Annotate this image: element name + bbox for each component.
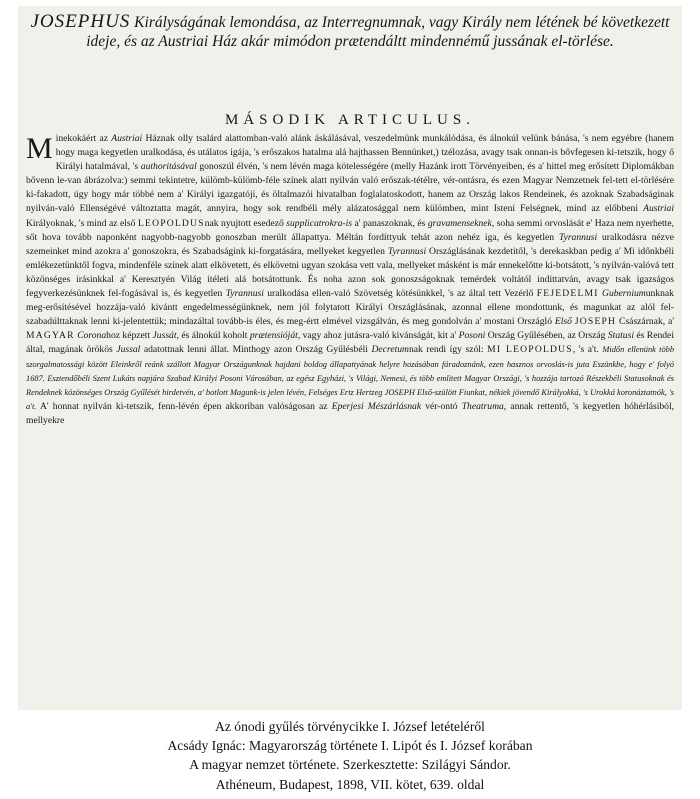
drop-cap: M [26, 132, 53, 165]
text-segment: nak nyujtott esedező [204, 217, 287, 229]
caption-line-3: A magyar nemzet története. Szerkesztette: Szilágyi Sándor. [189, 757, 511, 773]
text-segment: , soha semmi orvoslását e' Haza nem nyerhette, sőt hova tovább naponként nagyobb-nagyobb gonoszban merült állapattya. Méltán fordíttyuk tehát azon nehéz iga, és kegyetlen [26, 217, 674, 243]
text-segment: Háznak olly tsalárd alattomban-való alánk áskálásával, veszedelmünk munkálódása, és álnokúl velünk bánása, 's nem egyébre (hanem hogy maga kegyetlen uralkodása, és utálatos igája, 's erőszakos hatalma alá hajthassen Bennünket,) tzélozása, avagy tsak onnan-is bővfegesen ki-tetszik, hogy ő Királyi hatalmával, 's [55, 133, 674, 173]
text-segment: Theatruma [461, 400, 504, 412]
text-segment: , és álnokúl koholt [176, 330, 250, 342]
text-segment: Austriai [643, 203, 674, 215]
text-segment: uralkodásra nézve szemeinket mind azokra a' gonoszokra, és Szabadságink ki-forgatására, mellyeket kegyetlen [26, 231, 674, 257]
caption-line-1: Az ónodi gyűlés törvénycikke I. József letételéről [215, 719, 485, 734]
text-segment: prætensióját [249, 330, 298, 342]
text-segment: Decretum [371, 344, 409, 356]
text-segment: és Rendei által, magának örökös [26, 330, 674, 356]
text-segment: Statusi [607, 330, 634, 342]
scanned-document [18, 6, 682, 710]
text-segment: FEJEDELMI [536, 288, 599, 300]
text-segment: Gubernium [602, 288, 646, 300]
text-segment: MAGYAR [26, 330, 75, 342]
caption-line-4: Athéneum, Budapest, 1898, VII. kötet, 639. oldal [215, 776, 485, 792]
text-segment: A' honnat nyilván ki-tetszik, fenn-lévén épen akkoriban valóságosan az [36, 400, 332, 412]
text-segment: supplicatrokra-is [286, 217, 352, 229]
text-segment: Jussal [116, 344, 141, 356]
caption [0, 717, 700, 794]
text-segment: hoz képzett [106, 330, 153, 342]
text-segment: LEOPOLDUS [137, 217, 205, 229]
text-segment: Első [554, 316, 572, 328]
text-segment: Eperjesi Mészárlásnak [331, 400, 422, 412]
text-segment: MI LEOPOLDUS [487, 344, 573, 356]
text-segment: Tyrannusi [387, 245, 427, 257]
article-heading: MÁSODIK ARTICULUS. [225, 112, 475, 128]
text-segment: Corona [77, 330, 107, 342]
text-segment: Császárnak, a' [616, 316, 674, 328]
article-body [26, 132, 674, 428]
text-segment: a' panaszoknak, és [351, 217, 428, 229]
caption-line-2: Acsády Ignác: Magyarország története I. Lipót és I. József korában [167, 738, 533, 754]
document-title [18, 12, 682, 51]
text-segment: inekokáért az [55, 133, 112, 144]
text-segment: , 's a't. [572, 344, 603, 356]
text-segment: Midőn ellenünk több szorgalmatossági között Eleinkről reánk szállott Magyar Országunknak hajdani boldog állapattyának helyre hozásában fáradoznánk, ezen hasznos orvoslás-is juta Eszünkbe, hogy e' folyó 1687. Esztendőbéli Szent Lukáts napjára Szabad Királyi Posoni Városában, az egész Egyházi, 's Világi, Nemesi, és több emlitett Magyar Országi, 's hozzája tartozó Részekbéli Statusoknak és Rendeknek közönséges Ország Gyűlését hirdetvén, a' botlott Magunk-is jelen lévén, Felséges Ertz Hertzeg JOSEPH Első-szülött Fiunkat, nékiek jövendő Királyokká, 's Urokká koronáztatnók, 's a't. [26, 345, 675, 411]
text-segment: Országlásának kezdetitől, 's derekaskban pedig a' Mi időnkbéli emlékezetünktől fogva, mindenféle színek alatt elkövetett, és elkövetni ugyan szokása vett vala, mellyeket másként is már ennekelőtte ki-botsátott, 's nyilván-valóvá tett közönséges írásinkkal a' Keresztyén Világ ítéleti alá botsátottunk. És noha azon sok gonoszságoknak temérdek voltától indittatván, avagy tsak igazságos fegyverkezésünknek fel-fogásával is, és kegyetlen [26, 245, 675, 300]
title-rest: Királyságának lemondása, az Interregnumnak, vagy Király nem létének bé következett ideje, és az Austriai Ház akár mimódon prætendáltt mindennémű jussának el-törlése. [86, 14, 670, 50]
text-segment: JOSEPH [574, 316, 617, 328]
text-segment: Posoni [458, 330, 486, 342]
title-name: JOSEPHUS [30, 11, 131, 32]
text-segment: Tyrannusi [225, 288, 264, 300]
text-segment: , vagy ahoz jutásra-való kivánságát, kit a' [297, 330, 459, 342]
text-segment: Ország Gyűlésében, az Ország [485, 330, 608, 342]
text-segment: unknak meg-erősítésével hozzája-való kivántt engedelmességünknek, nem jól folytatott Királyi Országlásának, azonnal ellene mondottunk, és magunkat az alól fel-szabadúlttaknak lenni ki-jelentettük; mindazáltal tovább-is éles, és meg-értt elmével vizsgálván, és meg gondolván a' mostani Országló [26, 288, 674, 328]
text-segment: Tyrannusi [558, 231, 598, 243]
text-segment: authoritásával [140, 161, 197, 173]
text-segment: adatottnak lenni állat. Minthogy azon Ország Gyűlésbéli [140, 344, 372, 356]
text-segment: Austriai [111, 133, 143, 144]
text-segment: , annak rettentő, 's kegyetlen hóhérlásiból, mellyekre [26, 400, 675, 426]
text-segment: vér-ontó [421, 400, 462, 412]
text-segment: Jussát [152, 330, 177, 342]
text-segment: Királyoknak, 's mind az első [26, 217, 138, 229]
text-segment: nak rendi így szól: [408, 344, 488, 356]
text-segment: gravamenseknek [427, 217, 492, 229]
text-segment: uralkodása ellen-való Szövetség kötésünkkel, 's az által tett Vezérlő [263, 288, 537, 300]
text-segment: gonoszúl élvén, 's nem lévén maga kötelességére (melly Hazánk irott Törvényeiben, és a' hittel meg erősített Diplomákban bővenn le-van ábrázolva:) semmi tekintetre, külömb-külömb-féle színek alatt nyilván való erőszak-tétélre, vér-ontásra, és ezen Magyar Nemzetnek fel-tett el-törlésére ki-fakadott, úgy hogy már többé nem a' Királyi igazgatóji, és öltalmazói hivatalban foglalatoskodott, hanem az Ország lakos Rendeinek, és azoknak Szabadságinak nyilván-való Ellenségévé változtatta magát, annyira, hogy sok rendbéli mély alázatosággal nem külömben, mint Istení Felségnek, mind az előbbeni [26, 161, 674, 215]
